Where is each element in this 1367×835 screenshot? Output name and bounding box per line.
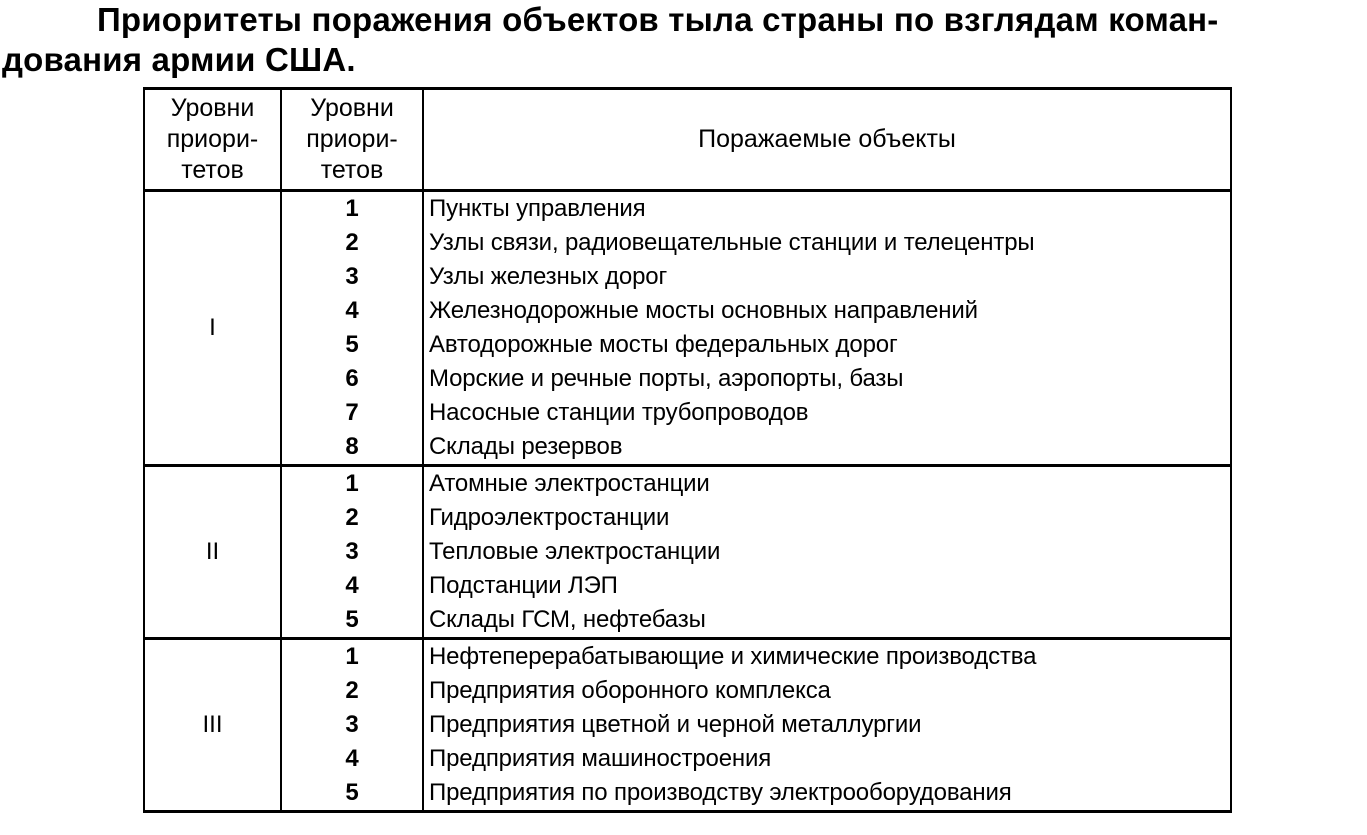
table-row [144, 501, 1231, 535]
target-object-cell: Насосные станции трубопроводов [423, 396, 1231, 430]
priority-number-cell: 1 [281, 639, 423, 675]
priority-level-cell: II [144, 466, 281, 639]
target-object-cell: Автодорожные мосты федеральных дорог [423, 328, 1231, 362]
table-row [144, 569, 1231, 603]
target-object-cell: Железнодорожные мосты основных направлений [423, 294, 1231, 328]
table-body [144, 191, 1231, 812]
target-object-cell: Склады резервов [423, 430, 1231, 466]
table-row [144, 639, 1231, 675]
table-row [144, 362, 1231, 396]
target-object-cell: Гидроэлектростанции [423, 501, 1231, 535]
table-row [144, 328, 1231, 362]
table-row [144, 260, 1231, 294]
priority-number-cell: 4 [281, 569, 423, 603]
header-text-line: тетов [320, 156, 384, 184]
table-row [144, 191, 1231, 227]
priorities-table [143, 87, 1232, 813]
priority-number-cell: 2 [281, 501, 423, 535]
target-object-cell: Узлы железных дорог [423, 260, 1231, 294]
header-text-line: Уровни [170, 94, 255, 122]
priority-number-cell: 8 [281, 430, 423, 466]
priority-number-cell: 3 [281, 260, 423, 294]
target-object-cell: Предприятия оборонного комплекса [423, 674, 1231, 708]
priority-number-cell: 3 [281, 708, 423, 742]
table-row [144, 430, 1231, 466]
target-object-cell: Морские и речные порты, аэропорты, базы [423, 362, 1231, 396]
target-object-cell: Атомные электростанции [423, 466, 1231, 502]
priority-number-cell: 5 [281, 776, 423, 812]
target-object-cell: Предприятия цветной и черной металлургии [423, 708, 1231, 742]
priority-number-cell: 2 [281, 226, 423, 260]
target-object-cell: Предприятия машиностроения [423, 742, 1231, 776]
priority-number-cell: 7 [281, 396, 423, 430]
priority-level-cell: III [144, 639, 281, 812]
header-text-line: приори- [306, 125, 398, 153]
table-header-row [144, 89, 1231, 191]
target-object-cell: Нефтеперерабатывающие и химические производства [423, 639, 1231, 675]
priority-number-cell: 1 [281, 191, 423, 227]
target-object-cell: Тепловые электростанции [423, 535, 1231, 569]
priority-number-cell: 6 [281, 362, 423, 396]
header-priority-levels-1 [144, 89, 281, 191]
target-object-cell: Пункты управления [423, 191, 1231, 227]
priority-number-cell: 2 [281, 674, 423, 708]
target-object-cell: Склады ГСМ, нефтебазы [423, 603, 1231, 639]
table-row [144, 396, 1231, 430]
header-text-line: Уровни [310, 94, 394, 122]
priority-number-cell: 3 [281, 535, 423, 569]
page-title-line-1: Приоритеты поражения объектов тыла страны по взглядам коман- [97, 1, 1219, 38]
table-row [144, 226, 1231, 260]
table-row [144, 466, 1231, 502]
priority-number-cell: 4 [281, 294, 423, 328]
table-row [144, 294, 1231, 328]
priority-number-cell: 1 [281, 466, 423, 502]
priority-number-cell: 4 [281, 742, 423, 776]
priority-number-cell: 5 [281, 603, 423, 639]
page-title-line-2: дования армии США. [2, 41, 356, 78]
priority-number-cell: 5 [281, 328, 423, 362]
target-object-cell: Узлы связи, радиовещательные станции и телецентры [423, 226, 1231, 260]
table-row [144, 535, 1231, 569]
header-text-line: тетов [181, 156, 244, 184]
page-title [0, 0, 1367, 80]
table-row [144, 603, 1231, 639]
table-row [144, 674, 1231, 708]
header-text-line: приори- [166, 125, 259, 153]
target-object-cell: Подстанции ЛЭП [423, 569, 1231, 603]
target-object-cell: Предприятия по производству электрооборудования [423, 776, 1231, 812]
header-priority-levels-2 [281, 89, 423, 191]
table-row [144, 708, 1231, 742]
priority-level-cell: I [144, 191, 281, 466]
header-target-objects: Поражаемые объекты [423, 89, 1231, 191]
table-row [144, 742, 1231, 776]
table-row [144, 776, 1231, 812]
